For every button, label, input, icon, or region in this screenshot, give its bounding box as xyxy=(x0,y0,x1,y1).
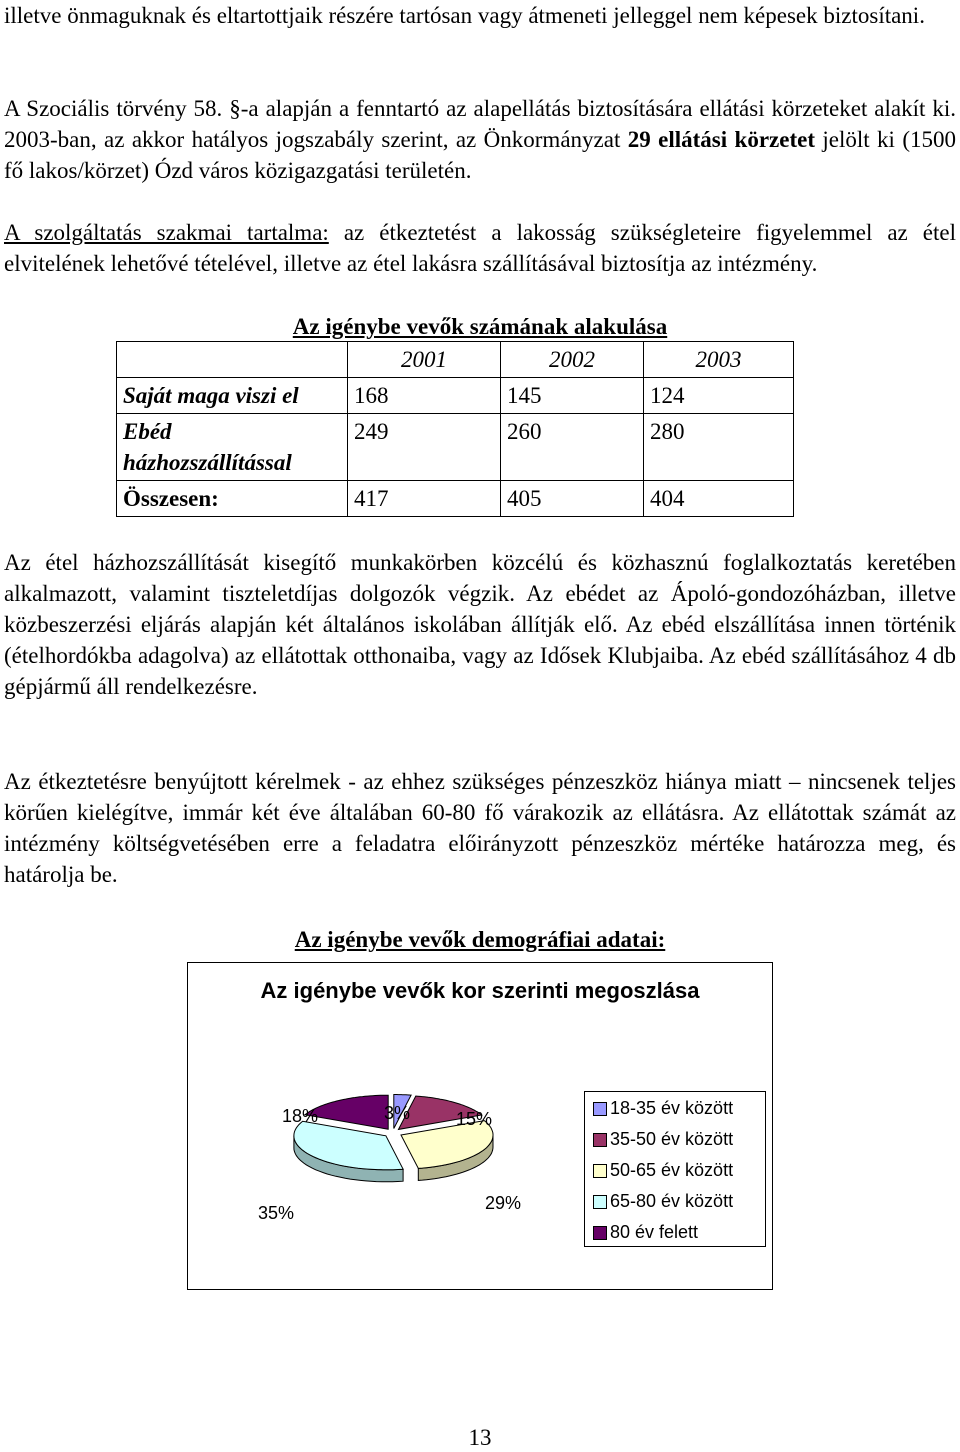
legend-label: 18-35 év között xyxy=(610,1098,734,1118)
paragraph-5: Az étkeztetésre benyújtott kérelmek - az ehhez szükséges pénzeszköz hiánya miatt – nincsenek teljes körűen kielégítve, immár két éve általában 60-80 fő várakozik az ellátásra. Az ellátottak számát az intézmény költségvetésében erre a feladatra előirányzott pénzeszköz mértéke határozza meg, és határolja be. xyxy=(4,769,956,887)
pie-chart-box xyxy=(187,962,773,1290)
table-row-label: Ebéd házhozszállítással xyxy=(117,414,348,481)
paragraph-3 xyxy=(4,217,956,279)
pie-label-15: 15% xyxy=(456,1109,493,1129)
table-header-2001: 2001 xyxy=(348,342,501,378)
legend-label: 35-50 év között xyxy=(610,1129,734,1149)
paragraph-2-post: jelölt ki (1500 fő lakos/körzet) Ózd város közigazgatási területén. xyxy=(4,127,956,183)
table-cell: 405 xyxy=(501,481,644,517)
table-row-label: Összesen: xyxy=(117,481,348,517)
table-cell: 417 xyxy=(348,481,501,517)
table-corner-cell xyxy=(117,342,348,378)
table-cell: 404 xyxy=(644,481,794,517)
table-cell: 249 xyxy=(348,414,501,481)
section-title: Az igénybe vevők demográfiai adatai: xyxy=(294,927,666,952)
table-cell: 168 xyxy=(348,378,501,414)
chart-legend xyxy=(584,1091,766,1247)
legend-label: 80 év felett xyxy=(610,1222,699,1242)
chart-title: Az igénybe vevők kor szerinti megoszlása xyxy=(260,978,700,1003)
table-row xyxy=(117,378,794,414)
legend-label: 65-80 év között xyxy=(610,1191,734,1211)
paragraph-2-pre: A Szociális törvény 58. §-a alapján a fenntartó az alapellátás biztosítására ellátási körzeteket alakít ki. 2003-ban, az akkor hatályos jogszabály szerint, az Önkormányzat xyxy=(4,96,956,152)
legend-swatch xyxy=(593,1133,607,1147)
pie-label-29: 29% xyxy=(485,1193,522,1213)
paragraph-3-heading: A szolgáltatás szakmai tartalma: xyxy=(4,220,329,245)
table-row xyxy=(117,414,794,481)
pie-label-3: 3% xyxy=(384,1103,411,1123)
users-count-table xyxy=(116,341,794,517)
paragraph-2 xyxy=(4,93,956,186)
table-header-2003: 2003 xyxy=(644,342,794,378)
legend-swatch xyxy=(593,1164,607,1178)
table-row-label: Saját maga viszi el xyxy=(117,378,348,414)
legend-label: 50-65 év között xyxy=(610,1160,734,1180)
table-cell: 145 xyxy=(501,378,644,414)
table-cell: 124 xyxy=(644,378,794,414)
paragraph-1: illetve önmaguknak és eltartottjaik részére tartósan vagy átmeneti jelleggel nem képesek biztosítani. xyxy=(4,3,925,28)
pie-label-35: 35% xyxy=(258,1203,295,1223)
legend-swatch xyxy=(593,1102,607,1116)
table-cell: 280 xyxy=(644,414,794,481)
table-header-row xyxy=(117,342,794,378)
table-header-2002: 2002 xyxy=(501,342,644,378)
legend-swatch xyxy=(593,1195,607,1209)
paragraph-2-bold: 29 ellátási körzetet xyxy=(627,127,815,152)
table-row xyxy=(117,481,794,517)
page-number: 13 xyxy=(468,1425,492,1450)
table-title: Az igénybe vevők számának alakulása xyxy=(292,314,668,339)
paragraph-4: Az étel házhozszállítását kisegítő munkakörben közcélú és közhasznú foglalkoztatás keretében alkalmazott, valamint tiszteletdíjas dolgozók végzik. Az ebédet az Ápoló-gondozóházban, illetve közbeszerzési eljárás alapján két általános iskolában állítják elő. Az ebéd elszállítása innen történik (ételhordókba adagolva) az ellátottak otthonaiba, vagy az Idősek Klubjaiba. Az ebéd szállításához 4 db gépjármű áll rendelkezésre. xyxy=(4,550,956,699)
table-cell: 260 xyxy=(501,414,644,481)
paragraph-3-post: az étkeztetést a lakosság szükségleteire figyelemmel az étel elvitelének lehetővé tételével, illetve az étel lakásra szállításával biztosítja az intézmény. xyxy=(4,220,956,276)
pie-label-18: 18% xyxy=(282,1106,319,1126)
legend-swatch xyxy=(593,1226,607,1240)
